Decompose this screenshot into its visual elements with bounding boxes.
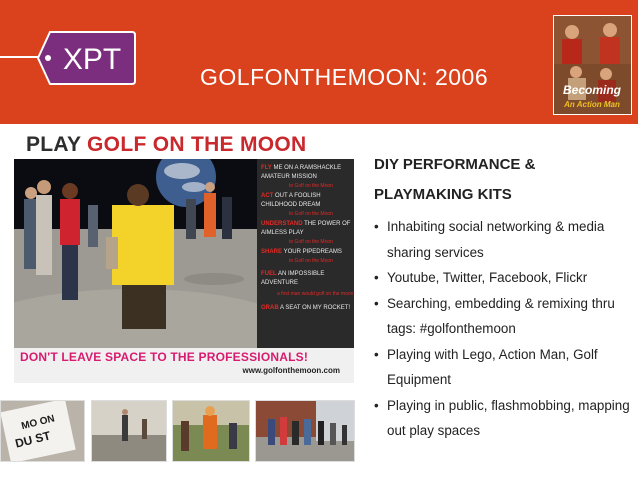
list-item: • Playing with Lego, Action Man, Golf Equipment <box>374 342 634 393</box>
list-item: • Playing in public, flashmobbing, mapping out play spaces <box>374 393 634 444</box>
logo-connector-line <box>0 56 40 58</box>
panel-subline: to Golf on the Moon <box>289 258 333 264</box>
photo-caption-action-man: An Action Man <box>564 100 620 109</box>
section-heading <box>374 150 634 210</box>
bullet-icon: • <box>374 295 379 311</box>
poster-text-panel <box>257 159 354 348</box>
panel-line: AMATEUR MISSION <box>261 174 317 180</box>
golf-on-the-moon-poster <box>14 131 354 383</box>
section-heading-line2: PLAYMAKING KITS <box>374 186 512 203</box>
indoor-play-image <box>92 401 166 461</box>
slide-title: GOLFONTHEMOON: 2006 <box>200 64 489 90</box>
logo-text: XPT <box>62 43 122 76</box>
content-column <box>374 150 634 444</box>
bullet-icon: • <box>374 270 379 285</box>
xpt-logo <box>36 30 136 86</box>
panel-line: CHILDHOOD DREAM <box>261 202 321 208</box>
poster-title <box>26 133 307 157</box>
thumbnail-moon-dust-sign <box>0 400 85 462</box>
panel-line: AIMLESS PLAY <box>261 230 304 236</box>
bullet-icon: • <box>374 346 379 362</box>
poster-banner <box>14 348 354 383</box>
sign-text-dust: DU ST <box>13 428 52 451</box>
header-bar <box>0 0 638 124</box>
poster-url: www.golfonthemoon.com <box>242 366 340 375</box>
bullet-list <box>374 214 634 444</box>
panel-line: ADVENTURE <box>261 280 299 286</box>
list-item: • Searching, embedding & remixing thru tags: #golfonthemoon <box>374 291 634 342</box>
sign-text-moon: MO ON <box>20 413 56 433</box>
bullet-icon: • <box>374 397 379 413</box>
panel-line: ACT OUT A FOOLISH <box>261 193 321 199</box>
panel-line: GRAB A SEAT ON MY ROCKET! <box>261 305 351 311</box>
list-item: • Youtube, Twitter, Facebook, Flickr <box>374 265 634 291</box>
orange-suit-image <box>173 401 249 461</box>
moon-dust-sign-image <box>1 401 84 461</box>
thumbnail-street-flashmob <box>255 400 355 462</box>
bullet-icon: • <box>374 219 379 234</box>
poster-moon-photo <box>14 159 257 348</box>
panel-line: FUEL AN IMPOSSIBLE <box>261 271 325 277</box>
poster-title-golf: GOLF ON THE MOON <box>87 133 307 156</box>
panel-line: SHARE YOUR PIPEDREAMS <box>261 249 342 255</box>
thumbnail-indoor-play <box>91 400 167 462</box>
poster-title-play: PLAY <box>26 133 81 156</box>
panel-line: UNDERSTAND THE POWER OF <box>261 221 351 227</box>
panel-subline: to Golf on the Moon <box>289 239 333 245</box>
panel-line: FLY ME ON A RAMSHACKLE <box>261 165 342 171</box>
poster-slogan: DON'T LEAVE SPACE TO THE PROFESSIONALS! <box>20 350 309 364</box>
section-heading-line1: DIY PERFORMANCE & <box>374 156 536 173</box>
street-flashmob-image <box>256 401 354 461</box>
moon-golf-image <box>14 159 257 348</box>
list-item: • Inhabiting social networking & media sharing services <box>374 214 634 265</box>
action-man-image <box>554 16 631 114</box>
panel-subline: a first man would golf on the moon <box>277 291 354 297</box>
panel-subline: to Golf on the Moon <box>289 183 333 189</box>
action-man-photo <box>553 15 632 115</box>
thumbnail-orange-suit <box>172 400 250 462</box>
photo-caption-becoming: Becoming <box>562 83 622 97</box>
panel-subline: to Golf on the Moon <box>289 211 333 217</box>
